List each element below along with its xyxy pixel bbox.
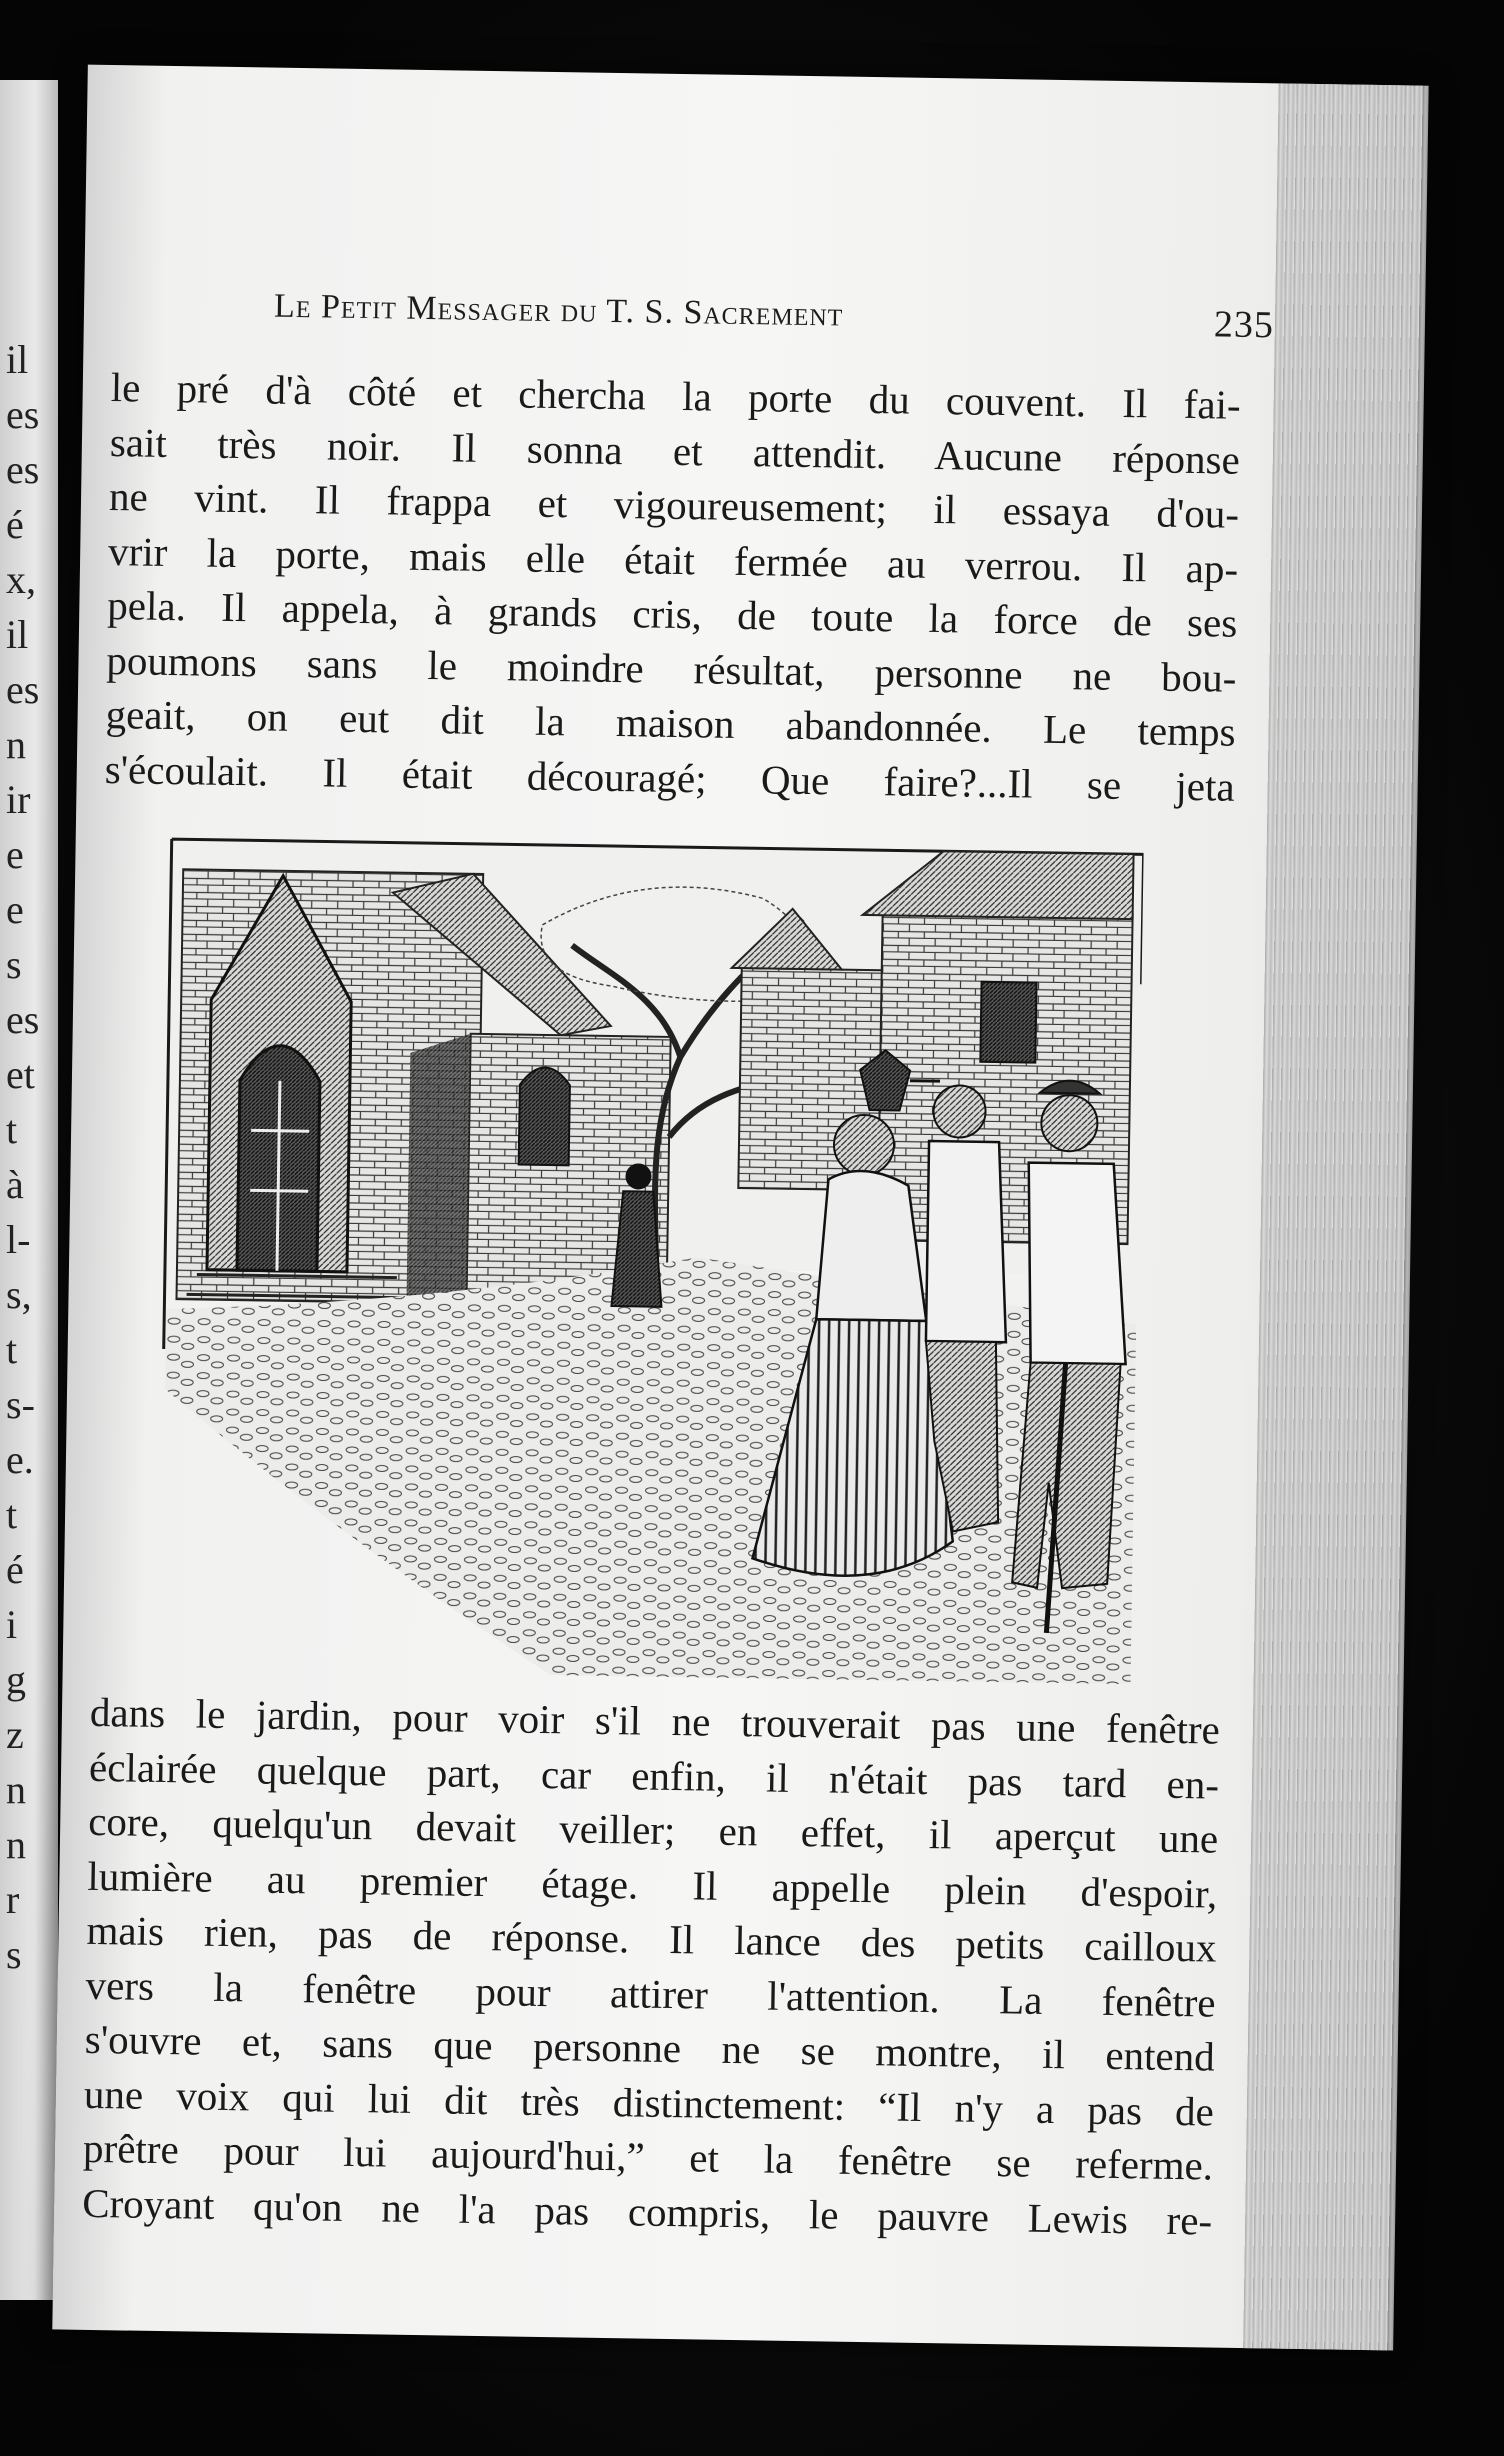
illustration-svg [131,829,1144,1685]
text-line: core, quelqu'un devait veiller; en effet, il aperçut une [87,1797,1219,1862]
facing-page-fragment: s, [6,1272,32,1317]
facing-page-fragment: ir [6,777,31,822]
text-line: le pré d'à côté et chercha la porte du couvent. Il fai- [110,364,1242,428]
text-line: poumons sans le moindre résultat, personne ne bou- [106,636,1237,701]
text-line: s'écoulait. Il était découragé; Que faire?...Il se jeta [104,745,1236,810]
facing-page-fragment: e. [6,1437,34,1482]
text-line: geait, on eut dit la maison abandonnée. Le temps [105,691,1236,755]
facing-page-fragment: t [6,1327,18,1372]
facing-page-fragment: x, [6,557,36,602]
engraving-illustration [131,829,1144,1685]
text-line: ne vint. Il frappa et vigoureusement; il essaya d'ou- [108,473,1240,537]
facing-page-fragment: s [6,1932,22,1977]
facing-page-fragment: n [6,722,26,767]
running-title: Le Petit Messager du T. S. Sacrement [273,287,844,334]
facing-page-fragment: e [6,887,24,932]
facing-page-edge [0,80,58,2300]
running-header [273,287,1275,347]
facing-page-fragment: et [6,1052,35,1097]
facing-page-fragment: e [6,832,24,877]
facing-page-fragment: é [6,1547,24,1592]
text-line: vers la fenêtre pour attirer l'attention. La fenêtre [85,1961,1216,2026]
page-number: 235 [1213,303,1275,347]
facing-page-fragment: l- [6,1217,31,1262]
facing-page-fragment: es [6,667,40,712]
facing-page-fragment: t [6,1107,18,1152]
facing-page-fragment: il [6,337,29,382]
text-line: sait très noir. Il sonna et attendit. Aucune réponse [109,418,1241,483]
facing-page-fragment: t [6,1492,18,1537]
text-line: une voix qui lui dit très distinctement: “Il n'y a pas de [83,2070,1215,2135]
facing-page-fragment: es [6,392,40,437]
text-line: vrir la porte, mais elle était fermée au verrou. Il ap- [107,527,1239,592]
text-line: éclairée quelque part, car enfin, il n'était pas tard en- [88,1743,1220,1808]
text-line: pela. Il appela, à grands cris, de toute la force de ses [107,582,1238,646]
facing-page-fragment: s- [6,1382,35,1427]
paragraph-top [104,360,1241,814]
facing-page-fragment: es [6,997,40,1042]
facing-page-fragment: g [6,1657,26,1702]
book-page [52,65,1422,2351]
facing-page-fragment: i [6,1602,18,1647]
text-line: Croyant qu'on ne l'a pas compris, le pauvre Lewis re- [81,2179,1213,2244]
text-line: prêtre pour lui aujourd'hui,” et la fenêtre se referme. [82,2124,1214,2189]
facing-page-fragment: é [6,502,24,547]
text-line: mais rien, pas de réponse. Il lance des petits cailloux [86,1906,1217,1971]
text-line: lumière au premier étage. Il appelle plein d'espoir, [87,1852,1218,1917]
paragraph-bottom [82,1685,1220,2248]
facing-page-fragment: à [6,1162,24,1207]
facing-page-fragment: z [6,1712,24,1757]
facing-page-fragment: n [6,1822,26,1867]
facing-page-fragment: es [6,447,40,492]
facing-page-fragment: s [6,942,22,987]
text-line: s'ouvre et, sans que personne ne se montre, il entend [84,2015,1216,2080]
facing-page-fragment: r [6,1877,20,1922]
text-line: dans le jardin, pour voir s'il ne trouverait pas une fenêtre [89,1688,1221,1753]
facing-page-fragment: n [6,1767,26,1812]
facing-page-fragment: il [6,612,29,657]
